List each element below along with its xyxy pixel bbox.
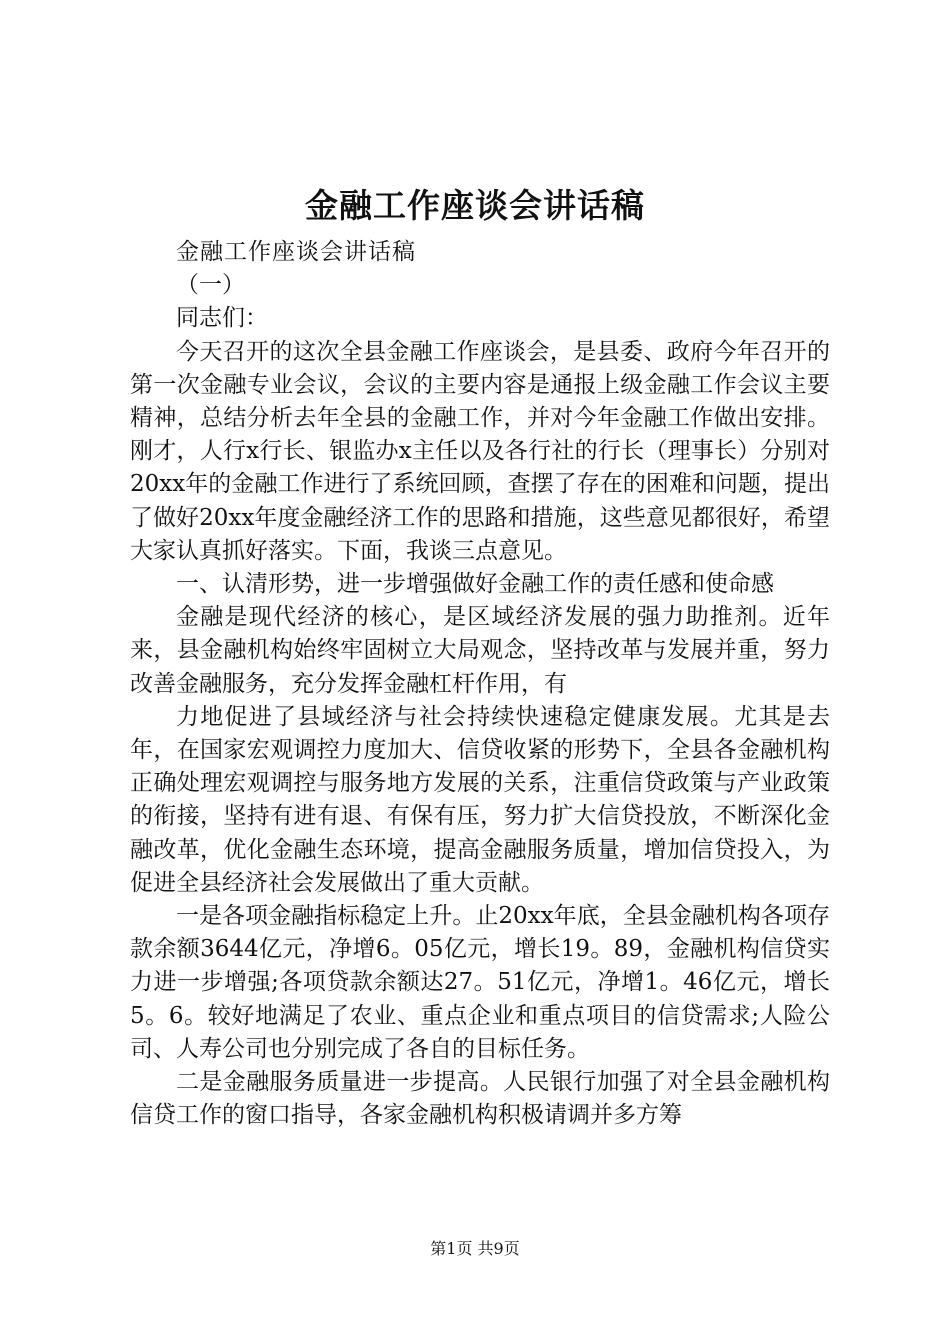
paragraph: 一是各项金融指标稳定上升。止20xx年底，全县金融机构各项存款余额3644亿元，净增6。05亿元，增长19。89，金融机构信贷实力进一步增强;各项贷款余额达27。51亿元，净增1。46亿元，增长5。6。较好地满足了农业、重点企业和重点项目的信贷需求;人险公司、人寿公司也分别完成了各自的目标任务。 (130, 903, 830, 1062)
paragraph-section-number: （一） (176, 272, 245, 299)
paragraph-subtitle: 金融工作座谈会讲话稿 (176, 239, 416, 265)
paragraph: 二是金融服务质量进一步提高。人民银行加强了对全县金融机构信贷工作的窗口指导，各家金融机构积极请调并多方筹 (130, 1069, 830, 1129)
paragraph: 金融是现代经济的核心，是区域经济发展的强力助推剂。近年来，县金融机构始终牢固树立大局观念，坚持改革与发展并重，努力改善金融服务，充分发挥金融杠杆作用，有 (130, 604, 830, 697)
document-title: 金融工作座谈会讲话稿 (305, 186, 645, 225)
paragraph-salutation: 同志们： (176, 305, 268, 332)
document-body (130, 236, 830, 1132)
paragraph-heading: 一、认清形势，进一步增强做好金融工作的责任感和使命感 (176, 571, 774, 598)
paragraph: 力地促进了县域经济与社会持续快速稳定健康发展。尤其是去年，在国家宏观调控力度加大、信贷收紧的形势下，全县各金融机构正确处理宏观调控与服务地方发展的关系，注重信贷政策与产业政策的衔接，坚持有进有退、有保有压，努力扩大信贷投放，不断深化金融改革，优化金融生态环境，提高金融服务质量，增加信贷投入，为促进全县经济社会发展做出了重大贡献。 (130, 703, 830, 896)
page-footer: 第1页 共9页 (430, 1239, 520, 1258)
paragraph: 今天召开的这次全县金融工作座谈会，是县委、政府今年召开的第一次金融专业会议，会议的主要内容是通报上级金融工作会议主要精神，总结分析去年全县的金融工作，并对今年金融工作做出安排。刚才，人行x行长、银监办x主任以及各行社的行长（理事长）分别对20xx年的金融工作进行了系统回顾，查摆了存在的困难和问题，提出了做好20xx年度金融经济工作的思路和措施，这些意见都很好，希望大家认真抓好落实。下面，我谈三点意见。 (130, 338, 830, 564)
